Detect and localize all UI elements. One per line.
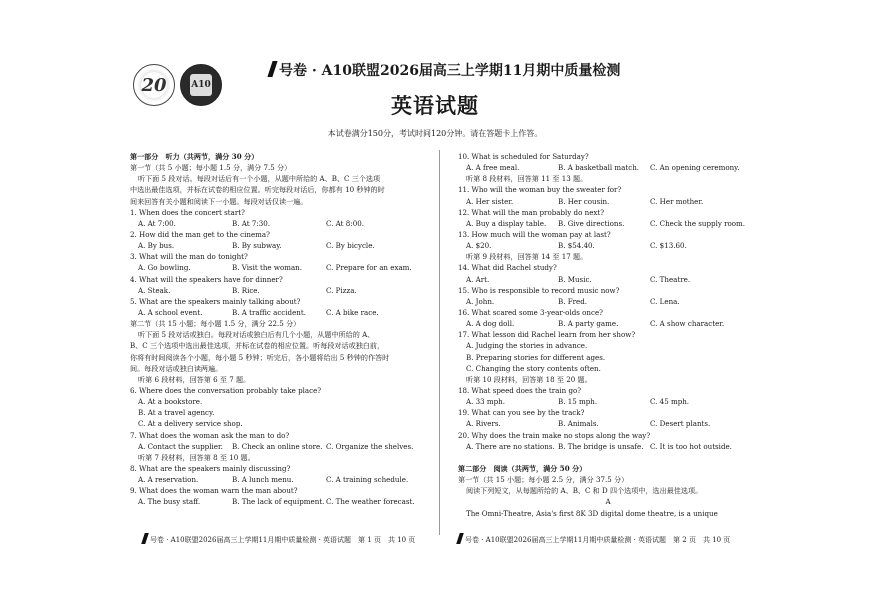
answer-option: A. $20.	[466, 241, 492, 251]
text-line: 17. What lesson did Rachel learn from her show?	[458, 330, 636, 340]
answer-option: A. Go bowling.	[138, 263, 191, 273]
text-line	[458, 452, 758, 463]
answer-options	[458, 296, 758, 307]
answer-options	[458, 418, 758, 429]
text-line: 19. What can you see by the track?	[458, 408, 585, 418]
text-line: 第一节（共 15 小题；每小题 2.5 分，满分 37.5 分）	[458, 475, 629, 485]
answer-options	[458, 196, 758, 207]
answer-option: B. Animals.	[558, 419, 599, 429]
answer-options	[130, 474, 420, 485]
answer-option: C. By bicycle.	[326, 241, 375, 251]
text-line: 听第 10 段材料，回答第 18 至 20 题。	[466, 374, 592, 384]
answer-option: C. Her mother.	[650, 196, 704, 206]
answer-option: C. The weather forecast.	[326, 497, 415, 507]
footer-mark-icon	[141, 533, 149, 544]
answer-option: A. Her sister.	[466, 196, 514, 206]
brand-text: 号卷 · A10联盟2026届高三上学期11月期中质量检测	[279, 63, 621, 79]
seal-glyph-2: A10	[190, 74, 212, 96]
answer-option: A. The busy staff.	[138, 497, 201, 507]
text-line: 中选出最佳选项，并标在试卷的相应位置。听完每段对话后，你都有 10 秒钟的时	[130, 185, 385, 195]
answer-option: B. Check an online store.	[232, 441, 323, 451]
exam-note: 本试卷满分150分，考试时间120分钟。请在答题卡上作答。	[327, 129, 543, 138]
answer-option: B. Give directions.	[558, 218, 625, 228]
answer-option: A. A free meal.	[466, 163, 520, 173]
answer-options	[458, 441, 758, 452]
footer-text-1: 号卷 · A10联盟2026届高三上学期11月期中质量检测 · 英语试题 第 1 页 共 10 页	[150, 536, 416, 544]
answer-options	[458, 162, 758, 173]
text-line: 15. Who is responsible to record music now?	[458, 285, 620, 295]
answer-option: C. It is too hot outside.	[650, 441, 732, 451]
answer-options	[458, 318, 758, 329]
answer-options	[130, 307, 420, 318]
answer-option: C. Lena.	[650, 296, 680, 306]
answer-options	[130, 262, 420, 273]
text-line: A. Judging the stories in advance.	[466, 341, 588, 351]
answer-option: B. The bridge is unsafe.	[558, 441, 644, 451]
answer-option: C. A bike race.	[326, 307, 379, 317]
answer-option: A. 33 mph.	[466, 397, 506, 407]
answer-option: B. 15 mph.	[558, 397, 598, 407]
answer-option: A. Rivers.	[466, 419, 501, 429]
answer-option: C. Organize the shelves.	[326, 441, 414, 451]
left-column	[130, 151, 420, 508]
text-line: 第一节（共 5 小题；每小题 1.5 分，满分 7.5 分）	[130, 163, 292, 173]
text-line: 听第 6 段材料，回答第 6 至 7 题。	[138, 374, 251, 384]
answer-options	[458, 274, 758, 285]
text-line: 11. Who will the woman buy the sweater for?	[458, 185, 622, 195]
answer-option: A. A school event.	[138, 307, 203, 317]
answer-option: C. A training schedule.	[326, 475, 409, 485]
answer-option: C. 45 mph.	[650, 397, 690, 407]
text-line: 12. What will the man probably do next?	[458, 207, 605, 217]
answer-option: B. By subway.	[232, 241, 282, 251]
text-line: 听第 8 段材料，回答第 11 至 13 题。	[466, 174, 588, 184]
text-line: 8. What are the speakers mainly discussing?	[130, 463, 291, 473]
answer-option: B. A party game.	[558, 319, 619, 329]
answer-option: C. Pizza.	[326, 285, 357, 295]
answer-option: C. At 8:00.	[326, 218, 364, 228]
text-line: B. At a travel agency.	[138, 408, 215, 418]
text-line: 1. When does the concert start?	[130, 207, 245, 217]
answer-option: C. Check the supply room.	[650, 218, 746, 228]
text-line: A. At a bookstore.	[138, 397, 203, 407]
text-line: C. Changing the story contents often.	[466, 363, 601, 373]
text-line: 听第 9 段材料，回答第 14 至 17 题。	[466, 252, 588, 262]
text-line: 5. What are the speakers mainly talking about?	[130, 296, 301, 306]
answer-options	[458, 240, 758, 251]
right-column	[458, 151, 758, 519]
subject-title: 英语试题	[391, 93, 479, 118]
text-line: 4. What will the speakers have for dinner?	[130, 274, 283, 284]
text-line: 18. What speed does the train go?	[458, 385, 582, 395]
text-line: 3. What will the man do tonight?	[130, 252, 248, 262]
answer-option: B. Fred.	[558, 296, 588, 306]
brand-mark-icon	[267, 61, 277, 77]
column-divider	[439, 150, 440, 535]
text-line: 14. What did Rachel study?	[458, 263, 557, 273]
section-heading: 第一部分 听力（共两节，满分 30 分）	[130, 152, 259, 161]
text-line: 第二节（共 15 小题；每小题 1.5 分，满分 22.5 分）	[130, 319, 301, 329]
text-line: 7. What does the woman ask the man to do?	[130, 430, 290, 440]
text-line: 听第 7 段材料，回答第 8 至 10 题。	[138, 452, 255, 462]
answer-option: A. At 7:00.	[138, 218, 176, 228]
text-line: 间来回答有关小题和阅读下一小题。每段对话仅读一遍。	[130, 196, 308, 206]
answer-option: A. A dog doll.	[466, 319, 515, 329]
answer-option: A. By bus.	[138, 241, 175, 251]
page-footer-1	[143, 533, 415, 545]
text-line: B、C 三个选项中选出最佳选项，并标在试卷的相应位置。听每段对话或独白前，	[130, 341, 385, 351]
text-line: The Omni-Theatre, Asia's first 8K 3D digital dome theatre, is a unique	[466, 508, 718, 518]
seal-glyph: 20	[141, 74, 167, 96]
text-line: 听下面 5 段对话。每段对话后有一个小题，从题中所给的 A、B、C 三个选项	[138, 174, 381, 184]
footer-mark-icon	[456, 533, 464, 544]
answer-option: B. Rice.	[232, 285, 260, 295]
exam-brand-title	[270, 60, 620, 80]
text-line: 10. What is scheduled for Saturday?	[458, 152, 589, 161]
text-line: B. Preparing stories for different ages.	[466, 352, 606, 362]
text-line: 20. Why does the train make no stops along the way?	[458, 430, 651, 440]
text-line: 听下面 5 段对话或独白。每段对话或独白后有几个小题，从题中所给的 A、	[138, 330, 375, 340]
page-footer-2	[458, 533, 730, 545]
answer-option: B. A traffic accident.	[232, 307, 306, 317]
answer-option: B. At 7:30.	[232, 218, 271, 228]
text-line: 2. How did the man get to the cinema?	[130, 229, 270, 239]
answer-option: C. A show character.	[650, 319, 725, 329]
answer-option: C. $13.60.	[650, 241, 687, 251]
text-line: A	[605, 497, 611, 507]
answer-option: B. The lack of equipment.	[232, 497, 325, 507]
answer-option: C. Prepare for an exam.	[326, 263, 412, 273]
footer-text-2: 号卷 · A10联盟2026届高三上学期11月期中质量检测 · 英语试题 第 2 页 共 10 页	[465, 536, 731, 544]
answer-option: C. An opening ceremony.	[650, 163, 740, 173]
answer-option: A. Art.	[466, 274, 490, 284]
text-line: 间。每段对话或独白读两遍。	[130, 363, 223, 373]
answer-option: A. Contact the supplier.	[138, 441, 223, 451]
answer-option: B. Her cousin.	[558, 196, 610, 206]
text-line: C. At a delivery service shop.	[138, 419, 243, 429]
answer-options	[130, 441, 420, 452]
answer-option: B. Music.	[558, 274, 592, 284]
answer-options	[458, 218, 758, 229]
answer-option: B. A lunch menu.	[232, 475, 294, 485]
answer-options	[130, 496, 420, 507]
answer-options	[130, 218, 420, 229]
text-line: 16. What scared some 3-year-olds once?	[458, 307, 603, 317]
answer-options	[458, 396, 758, 407]
answer-option: A. Buy a display table.	[466, 218, 547, 228]
answer-option: A. There are no stations.	[466, 441, 555, 451]
answer-options	[130, 240, 420, 251]
answer-option: B. A basketball match.	[558, 163, 640, 173]
answer-option: B. Visit the woman.	[232, 263, 302, 273]
text-line: 你将有时间阅读各个小题，每小题 5 秒钟；听完后，各小题将给出 5 秒钟的作答时	[130, 352, 390, 362]
answer-option: A. A reservation.	[138, 475, 199, 485]
answer-options	[130, 285, 420, 296]
answer-option: C. Theatre.	[650, 274, 691, 284]
text-line: 6. Where does the conversation probably take place?	[130, 385, 322, 395]
text-line: 13. How much will the woman pay at last?	[458, 229, 611, 239]
answer-option: C. Desert plants.	[650, 419, 711, 429]
section-heading: 第二部分 阅读（共两节，满分 50 分）	[458, 463, 587, 473]
answer-option: A. Steak.	[138, 285, 171, 295]
text-line: 阅读下列短文，从每题所给的 A、B、C 和 D 四个选项中，选出最佳选项。	[466, 486, 703, 496]
answer-option: A. John.	[466, 296, 495, 306]
answer-option: B. $54.40.	[558, 241, 595, 251]
text-line: 9. What does the woman warn the man about?	[130, 486, 298, 496]
